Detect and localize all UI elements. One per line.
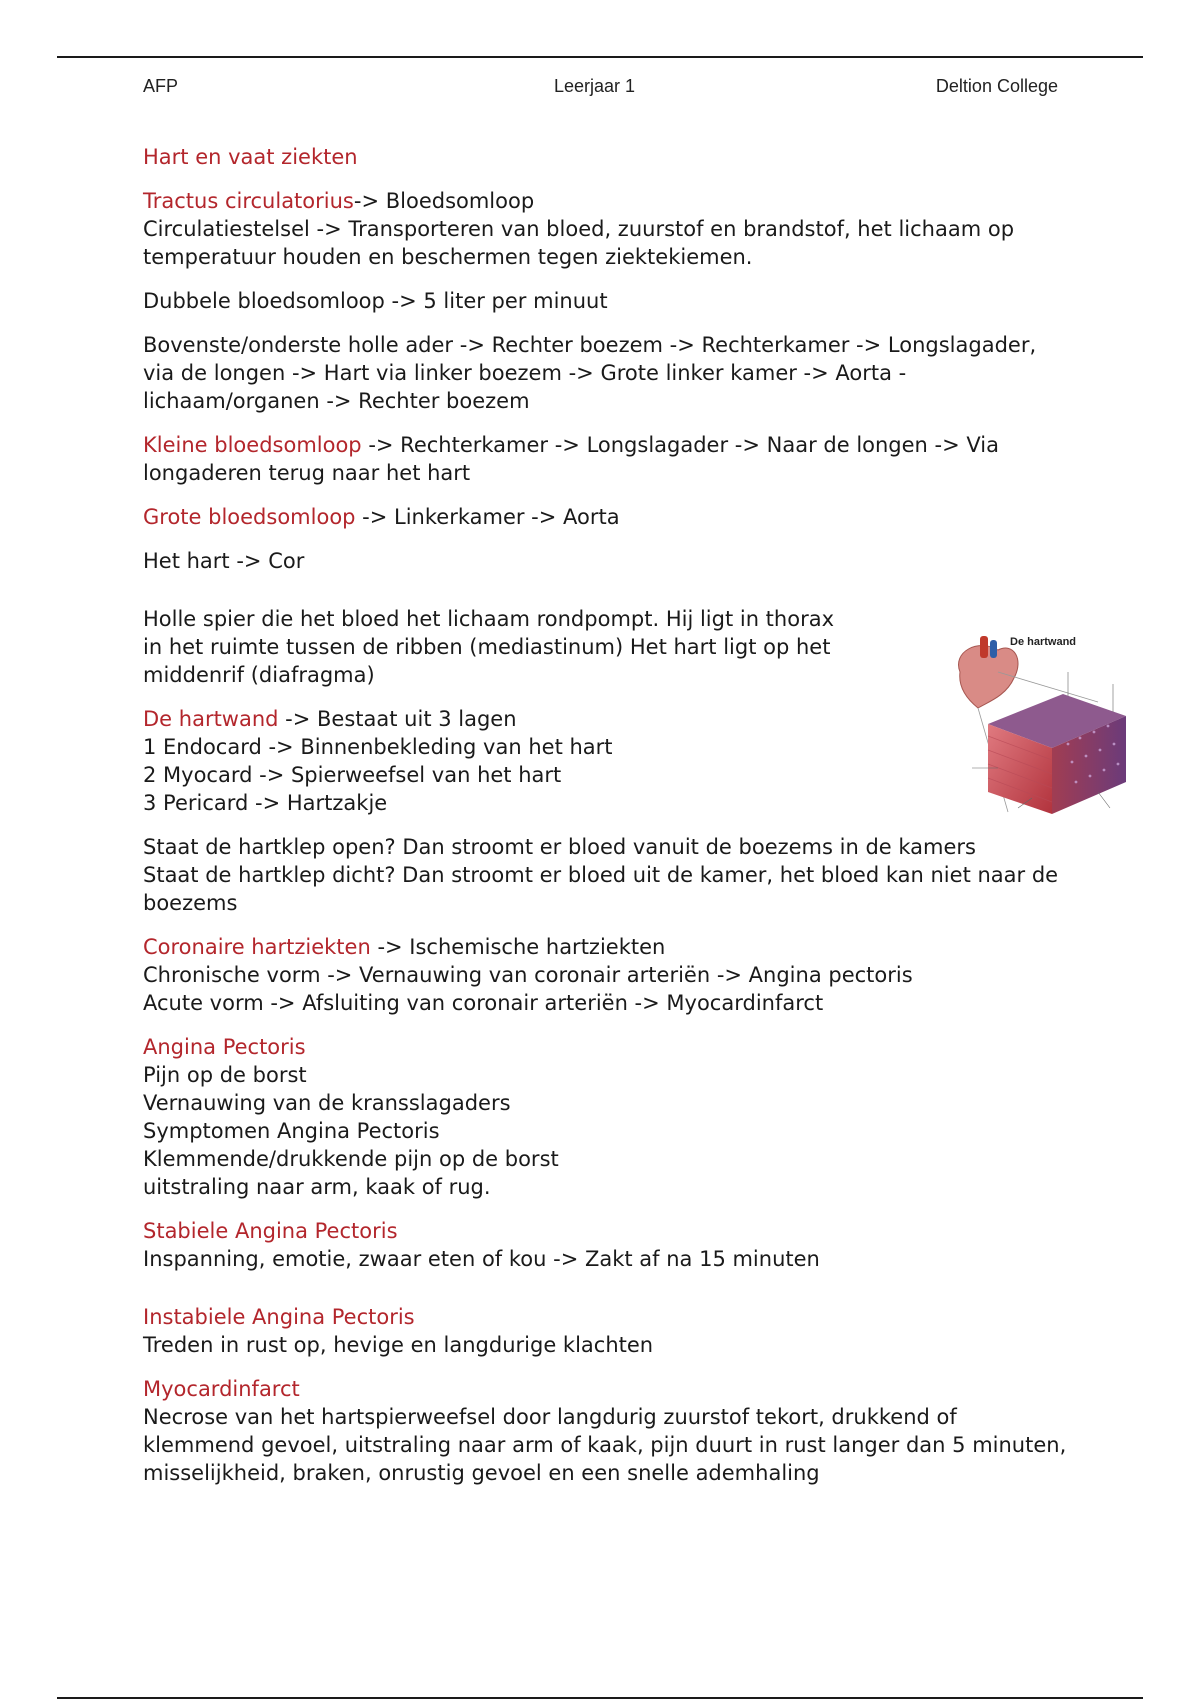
section-coronaire xyxy=(143,933,1068,1017)
list-item: Chronische vorm -> Vernauwing van coronair arteriën -> Angina pectoris xyxy=(143,963,913,987)
section-heading: Instabiele Angina Pectoris xyxy=(143,1305,415,1329)
list-item: Symptomen Angina Pectoris xyxy=(143,1119,440,1143)
section-tractus xyxy=(143,187,1068,271)
section-text: -> Bestaat uit 3 lagen xyxy=(278,707,517,731)
section-dubbele: Dubbele bloedsomloop -> 5 liter per minuut xyxy=(143,289,608,313)
section-myocardinfarct xyxy=(143,1375,1068,1487)
section-heading: Kleine bloedsomloop xyxy=(143,433,362,457)
section-heading: De hartwand xyxy=(143,707,279,731)
heart-wall-figure xyxy=(948,632,1138,824)
list-item: Vernauwing van de kransslagaders xyxy=(143,1091,511,1115)
section-heading: Myocardinfarct xyxy=(143,1377,300,1401)
list-item: Pijn op de borst xyxy=(143,1063,307,1087)
section-heading: Coronaire hartziekten xyxy=(143,935,371,959)
spacer xyxy=(143,591,1068,605)
list-item: uitstraling naar arm, kaak of rug. xyxy=(143,1175,491,1199)
heart-wall-illustration-icon xyxy=(948,632,1138,824)
section-holle-spier: Holle spier die het bloed het lichaam rondpompt. Hij ligt in thorax in het ruimte tussen de ribben (mediastinum) Het hart ligt op het middenrif (diafragma) xyxy=(143,607,835,687)
spacer xyxy=(143,1289,1068,1303)
footer-rule xyxy=(57,1697,1143,1699)
section-heading: Angina Pectoris xyxy=(143,1035,306,1059)
section-heading: Stabiele Angina Pectoris xyxy=(143,1219,398,1243)
list-item: Klemmende/drukkende pijn op de borst xyxy=(143,1147,559,1171)
document-title: Hart en vaat ziekten xyxy=(143,145,358,169)
section-text: -> Bloedsomloop xyxy=(353,189,535,213)
list-item: Staat de hartklep open? Dan stroomt er bloed vanuit de boezems in de kamers xyxy=(143,835,976,859)
section-text: -> Linkerkamer -> Aorta xyxy=(355,505,620,529)
section-body: Circulatiestelsel -> Transporteren van bloed, zuurstof en brandstof, het lichaam op temperatuur houden en beschermen tegen ziektekiemen. xyxy=(143,217,1015,269)
section-heading: Tractus circulatorius xyxy=(143,189,354,213)
header-left: AFP xyxy=(143,76,179,96)
section-instabiele xyxy=(143,1303,1068,1359)
section-grote xyxy=(143,503,1068,531)
section-text: -> Ischemische hartziekten xyxy=(370,935,666,959)
section-cor: Het hart -> Cor xyxy=(143,549,305,573)
section-route: Bovenste/onderste holle ader -> Rechter boezem -> Rechterkamer -> Longslagader, via de longen -> Hart via linker boezem -> Grote linker kamer -> Aorta -lichaam/organen -> Rechter boezem xyxy=(143,333,1037,413)
section-kleine xyxy=(143,431,1068,487)
list-item: Treden in rust op, hevige en langdurige klachten xyxy=(143,1333,654,1357)
document-body xyxy=(143,143,1068,1503)
figure-title: De hartwand xyxy=(1010,636,1077,648)
section-hartklep xyxy=(143,833,1068,917)
section-heading: Grote bloedsomloop xyxy=(143,505,356,529)
header-rule xyxy=(57,56,1143,58)
list-item: Necrose van het hartspierweefsel door langdurig zuurstof tekort, drukkend of klemmend gevoel, uitstraling naar arm of kaak, pijn duurt in rust langer dan 5 minuten, misselijkheid, braken, onrustig gevoel en een snelle ademhaling xyxy=(143,1405,1067,1485)
header-center: Leerjaar 1 xyxy=(554,76,636,96)
list-item: 1 Endocard -> Binnenbekleding van het hart xyxy=(143,735,613,759)
header-right: Deltion College xyxy=(935,76,1058,96)
list-item: Acute vorm -> Afsluiting van coronair arteriën -> Myocardinfarct xyxy=(143,991,824,1015)
section-stabiele xyxy=(143,1217,1068,1273)
section-text: -> Rechterkamer -> Longslagader -> Naar de longen -> Via longaderen terug naar het hart xyxy=(143,433,1000,485)
list-item: Inspanning, emotie, zwaar eten of kou -> Zakt af na 15 minuten xyxy=(143,1247,820,1271)
list-item: Staat de hartklep dicht? Dan stroomt er bloed uit de kamer, het bloed kan niet naar de boezems xyxy=(143,863,1059,915)
list-item: 3 Pericard -> Hartzakje xyxy=(143,791,388,815)
list-item: 2 Myocard -> Spierweefsel van het hart xyxy=(143,763,562,787)
section-angina xyxy=(143,1033,1068,1201)
section-hartwand xyxy=(143,705,1068,817)
page-header xyxy=(143,76,1058,100)
